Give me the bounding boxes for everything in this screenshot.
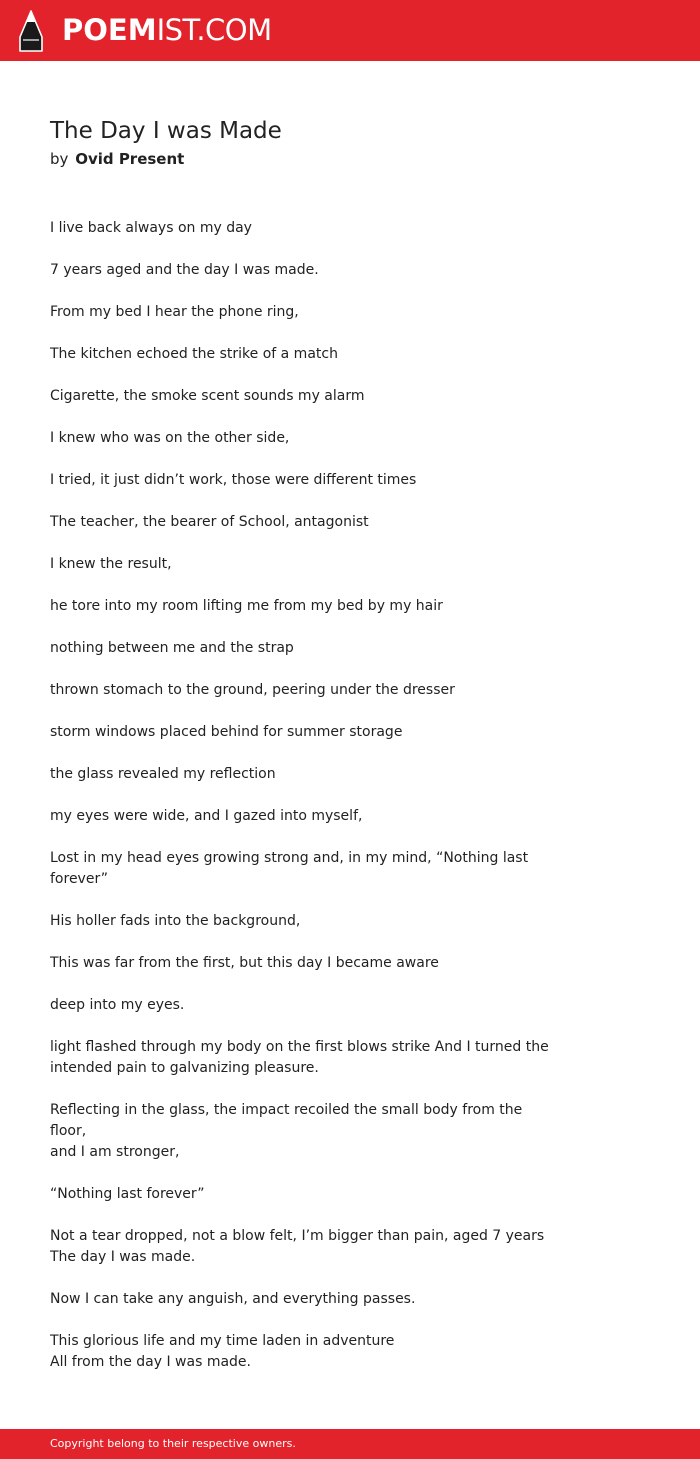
poem-stanza <box>50 1289 560 1310</box>
poem-line: my eyes were wide, and I gazed into myself, <box>50 808 363 824</box>
poem-line: I tried, it just didn’t work, those were different times <box>50 472 417 488</box>
poem-stanza <box>50 638 560 659</box>
poem-line: “Nothing last forever” <box>50 1186 205 1202</box>
poem-stanza <box>50 512 560 533</box>
poem-stanza <box>50 722 560 743</box>
poem-stanza <box>50 1331 560 1373</box>
poem-stanza <box>50 596 560 617</box>
poem-stanza <box>50 428 560 449</box>
poem-line: Reflecting in the glass, the impact recoiled the small body from the floor, <box>50 1102 523 1139</box>
poem-stanza <box>50 554 560 575</box>
poem-stanza <box>50 344 560 365</box>
poem-line: Lost in my head eyes growing strong and, in my mind, “Nothing last <box>50 850 529 866</box>
poem-line: forever” <box>50 871 109 887</box>
by-label: by <box>50 150 69 168</box>
poem-line: light flashed through my body on the first blows strike And I turned the <box>50 1039 549 1055</box>
poem-stanza <box>50 995 560 1016</box>
poem-line: nothing between me and the strap <box>50 640 294 656</box>
poem-line: This was far from the first, but this day I became aware <box>50 955 439 971</box>
poem-line: thrown stomach to the ground, peering under the dresser <box>50 682 455 698</box>
poem-line: I knew the result, <box>50 556 172 572</box>
logo-light-text: IST.COM <box>156 13 272 47</box>
poem-line: Not a tear dropped, not a blow felt, I’m bigger than pain, aged 7 years <box>50 1228 545 1244</box>
poem-line: 7 years aged and the day I was made. <box>50 262 319 278</box>
pencil-icon[interactable] <box>18 10 44 52</box>
poem-stanza <box>50 1037 560 1079</box>
poem-stanza <box>50 764 560 785</box>
poem-line: the glass revealed my reflection <box>50 766 276 782</box>
site-footer <box>0 1429 700 1459</box>
poem-stanza <box>50 848 560 890</box>
site-logo[interactable] <box>62 13 272 47</box>
poem-line: and I am stronger, <box>50 1144 180 1160</box>
author-name: Ovid Present <box>75 150 185 168</box>
logo-bold-text: POEM <box>62 13 157 47</box>
poem-stanza <box>50 1100 560 1163</box>
poem-line: he tore into my room lifting me from my bed by my hair <box>50 598 443 614</box>
poem-line: I live back always on my day <box>50 220 252 236</box>
poem-stanza <box>50 470 560 491</box>
poem-line: The teacher, the bearer of School, antagonist <box>50 514 369 530</box>
poem-stanza <box>50 911 560 932</box>
copyright-text: Copyright belong to their respective owners. <box>50 1437 296 1450</box>
poem-line: From my bed I hear the phone ring, <box>50 304 299 320</box>
site-header <box>0 0 700 61</box>
poem-line: deep into my eyes. <box>50 997 185 1013</box>
poem-line: Now I can take any anguish, and everything passes. <box>50 1291 416 1307</box>
byline <box>50 149 184 169</box>
poem-stanza <box>50 386 560 407</box>
poem-line: The day I was made. <box>50 1249 196 1265</box>
poem-title: The Day I was Made <box>50 118 282 144</box>
poem-line: I knew who was on the other side, <box>50 430 290 446</box>
poem-stanza <box>50 1184 560 1205</box>
poem-stanza <box>50 680 560 701</box>
poem-line: The kitchen echoed the strike of a match <box>50 346 338 362</box>
poem-line: All from the day I was made. <box>50 1354 251 1370</box>
poem-stanza <box>50 806 560 827</box>
poem-stanza <box>50 218 560 239</box>
poem-line: This glorious life and my time laden in adventure <box>50 1333 395 1349</box>
poem-stanza <box>50 260 560 281</box>
poem-line: intended pain to galvanizing pleasure. <box>50 1060 319 1076</box>
poem-line: Cigarette, the smoke scent sounds my alarm <box>50 388 365 404</box>
poem-body <box>50 218 560 1394</box>
poem-stanza <box>50 1226 560 1268</box>
poem-stanza <box>50 953 560 974</box>
poem-line: storm windows placed behind for summer storage <box>50 724 403 740</box>
poem-stanza <box>50 302 560 323</box>
poem-line: His holler fads into the background, <box>50 913 301 929</box>
